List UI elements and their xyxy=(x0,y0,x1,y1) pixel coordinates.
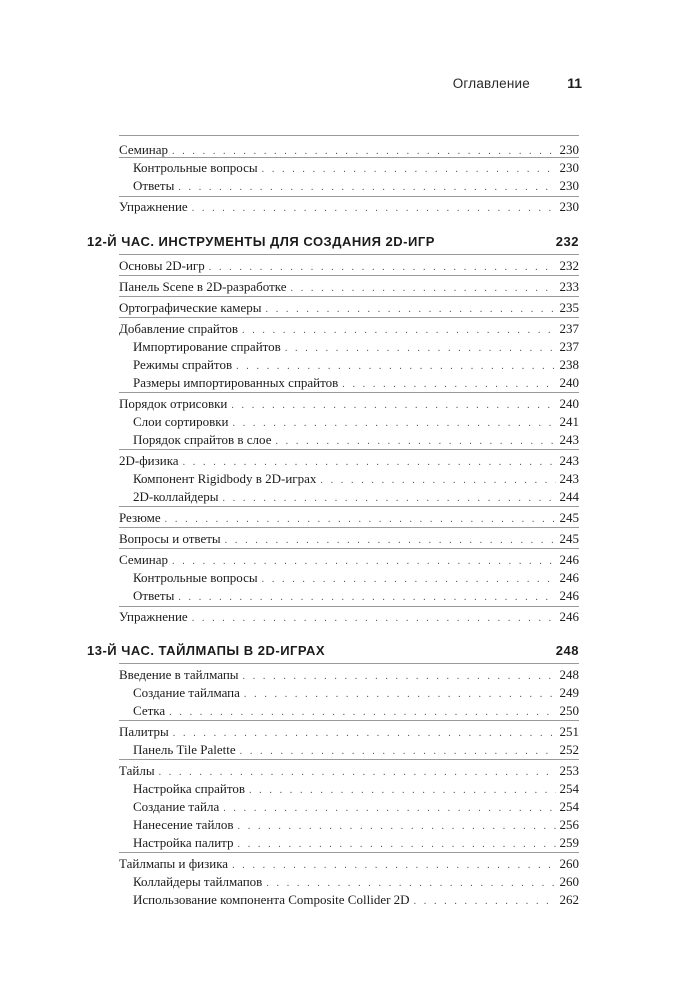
entry-title: Тайлы xyxy=(119,763,155,778)
dot-leader xyxy=(192,200,556,218)
dot-leader xyxy=(223,490,556,508)
toc-subsection xyxy=(133,413,579,431)
entry-title: Создание тайла xyxy=(133,799,220,814)
chapter-title: 12-Й ЧАС. ИНСТРУМЕНТЫ ДЛЯ СОЗДАНИЯ 2D-ИГР xyxy=(87,234,435,249)
entry-title: Тайлмапы и физика xyxy=(119,856,229,871)
toc-subsection xyxy=(133,741,579,759)
entry-title: Компонент Rigidbody в 2D-играх xyxy=(133,471,317,486)
chapter-page: 248 xyxy=(555,643,579,658)
dot-leader xyxy=(275,433,555,451)
dot-leader xyxy=(414,893,556,911)
toc-subsection xyxy=(133,798,579,816)
toc-section xyxy=(119,198,579,216)
entry-page: 251 xyxy=(559,724,579,739)
section-divider xyxy=(119,135,579,136)
toc-subsection xyxy=(133,891,579,909)
toc-section xyxy=(119,278,579,296)
entry-title: 2D-физика xyxy=(119,453,179,468)
entry-page: 252 xyxy=(559,742,579,757)
dot-leader xyxy=(225,532,556,550)
entry-title: Резюме xyxy=(119,510,161,525)
toc-section xyxy=(119,723,579,741)
toc-subsection xyxy=(133,780,579,798)
entry-page: 230 xyxy=(559,178,579,193)
entry-title: Нанесение тайлов xyxy=(133,817,234,832)
entry-title: Порядок спрайтов в слое xyxy=(133,432,272,447)
entry-page: 245 xyxy=(559,531,579,546)
entry-title: Настройка палитр xyxy=(133,835,234,850)
entry-page: 243 xyxy=(559,471,579,486)
dot-leader xyxy=(192,610,556,628)
toc-section xyxy=(119,551,579,569)
entry-title: Вопросы и ответы xyxy=(119,531,221,546)
toc-subsection xyxy=(133,834,579,852)
toc-section xyxy=(119,530,579,548)
running-header xyxy=(0,76,682,96)
toc-section xyxy=(119,452,579,470)
entry-page: 230 xyxy=(559,142,579,157)
toc-section xyxy=(119,257,579,275)
entry-page: 232 xyxy=(559,258,579,273)
entry-title: Упражнение xyxy=(119,199,188,214)
entry-page: 253 xyxy=(559,763,579,778)
entry-page: 233 xyxy=(559,279,579,294)
entry-page: 259 xyxy=(559,835,579,850)
dot-leader xyxy=(169,704,555,722)
entry-title: Семинар xyxy=(119,552,169,567)
entry-title: Импортирование спрайтов xyxy=(133,339,281,354)
entry-title: Сетка xyxy=(133,703,166,718)
toc-subsection xyxy=(133,816,579,834)
toc-section xyxy=(119,299,579,317)
entry-title: Ответы xyxy=(133,178,175,193)
entry-page: 250 xyxy=(559,703,579,718)
entry-page: 244 xyxy=(559,489,579,504)
toc-section xyxy=(119,395,579,413)
dot-leader xyxy=(240,743,556,761)
entry-title: Панель Tile Palette xyxy=(133,742,236,757)
chapter-heading xyxy=(87,233,579,251)
entry-page: 245 xyxy=(559,510,579,525)
entry-title: Добавление спрайтов xyxy=(119,321,239,336)
entry-title: Настройка спрайтов xyxy=(133,781,245,796)
entry-page: 243 xyxy=(559,432,579,447)
dot-leader xyxy=(209,259,556,277)
entry-title: Ответы xyxy=(133,588,175,603)
entry-title: Размеры импортированных спрайтов xyxy=(133,375,339,390)
toc-subsection xyxy=(133,374,579,392)
chapter-heading xyxy=(87,642,579,660)
toc-section xyxy=(119,320,579,338)
entry-title: Контрольные вопросы xyxy=(133,570,258,585)
dot-leader xyxy=(238,836,556,854)
entry-title: Семинар xyxy=(119,142,169,157)
entry-title: Создание тайлмапа xyxy=(133,685,240,700)
entry-title: Контрольные вопросы xyxy=(133,160,258,175)
entry-page: 249 xyxy=(559,685,579,700)
entry-title: Палитры xyxy=(119,724,169,739)
toc-subsection xyxy=(133,488,579,506)
toc-section xyxy=(119,141,579,159)
entry-page: 235 xyxy=(559,300,579,315)
entry-page: 246 xyxy=(559,552,579,567)
entry-title: 2D-коллайдеры xyxy=(133,489,219,504)
entry-title: Ортографические камеры xyxy=(119,300,262,315)
dot-leader xyxy=(178,589,555,607)
entry-page: 238 xyxy=(559,357,579,372)
entry-page: 260 xyxy=(559,856,579,871)
toc-subsection xyxy=(133,702,579,720)
entry-page: 260 xyxy=(559,874,579,889)
toc-subsection xyxy=(133,873,579,891)
entry-page: 246 xyxy=(559,570,579,585)
entry-page: 256 xyxy=(559,817,579,832)
header-title: Оглавление xyxy=(452,76,530,91)
entry-page: 248 xyxy=(559,667,579,682)
dot-leader xyxy=(266,301,556,319)
section-divider xyxy=(119,254,579,255)
toc-subsection xyxy=(133,684,579,702)
entry-title: Введение в тайлмапы xyxy=(119,667,239,682)
dot-leader xyxy=(291,280,556,298)
entry-page: 230 xyxy=(559,160,579,175)
entry-page: 237 xyxy=(559,321,579,336)
dot-leader xyxy=(342,376,555,394)
entry-page: 254 xyxy=(559,799,579,814)
toc-section xyxy=(119,762,579,780)
dot-leader xyxy=(165,511,556,529)
entry-page: 254 xyxy=(559,781,579,796)
toc-section xyxy=(119,855,579,873)
entry-page: 262 xyxy=(559,892,579,907)
entry-title: Порядок отрисовки xyxy=(119,396,228,411)
entry-page: 246 xyxy=(559,588,579,603)
toc-subsection xyxy=(133,587,579,605)
toc-subsection xyxy=(133,159,579,177)
entry-title: Панель Scene в 2D-разработке xyxy=(119,279,287,294)
toc-subsection xyxy=(133,338,579,356)
entry-page: 243 xyxy=(559,453,579,468)
entry-page: 240 xyxy=(559,396,579,411)
entry-title: Режимы спрайтов xyxy=(133,357,233,372)
toc-subsection xyxy=(133,569,579,587)
entry-page: 246 xyxy=(559,609,579,624)
toc-subsection xyxy=(133,177,579,195)
section-divider xyxy=(119,663,579,664)
chapter-page: 232 xyxy=(555,234,579,249)
entry-title: Слои сортировки xyxy=(133,414,229,429)
toc-subsection xyxy=(133,431,579,449)
toc-subsection xyxy=(133,470,579,488)
toc-section xyxy=(119,509,579,527)
toc-section xyxy=(119,608,579,626)
dot-leader xyxy=(178,179,555,197)
entry-page: 230 xyxy=(559,199,579,214)
entry-title: Коллайдеры тайлмапов xyxy=(133,874,263,889)
page-number: 11 xyxy=(567,75,582,91)
entry-page: 240 xyxy=(559,375,579,390)
entry-title: Упражнение xyxy=(119,609,188,624)
entry-page: 241 xyxy=(559,414,579,429)
entry-title: Использование компонента Composite Collider 2D xyxy=(133,892,410,907)
toc-subsection xyxy=(133,356,579,374)
entry-title: Основы 2D-игр xyxy=(119,258,205,273)
chapter-title: 13-Й ЧАС. ТАЙЛМАПЫ В 2D-ИГРАХ xyxy=(87,643,326,658)
toc-section xyxy=(119,666,579,684)
entry-page: 237 xyxy=(559,339,579,354)
